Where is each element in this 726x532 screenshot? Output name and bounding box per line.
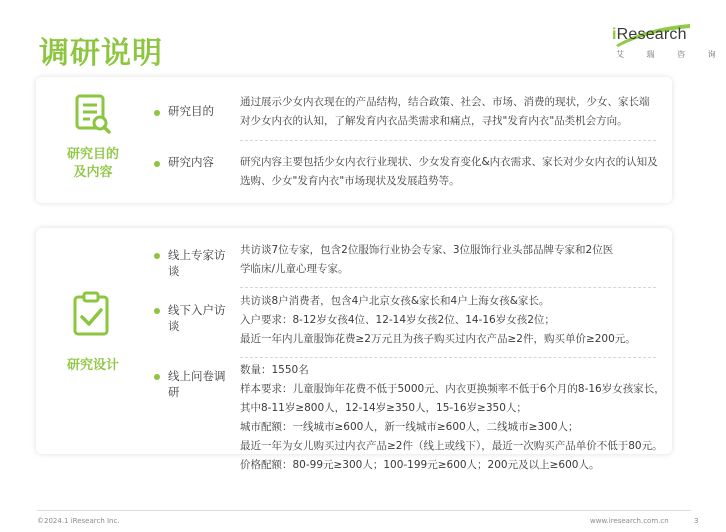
item-content — [240, 241, 656, 279]
item-label: 研究目的 — [168, 104, 214, 118]
divider — [240, 140, 656, 141]
item-label: 线下入户访谈 — [168, 303, 226, 333]
purpose-heading — [60, 146, 126, 182]
design-card — [36, 228, 672, 471]
bullet — [154, 308, 160, 314]
divider — [240, 357, 656, 358]
item-label: 线上专家访谈 — [168, 248, 226, 278]
content-line: 样本要求：儿童服饰年花费不低于5000元、内衣更换频率不低于6个月的8-16岁女孩家长， — [240, 383, 665, 395]
content-line: 数量：1550名 — [240, 364, 309, 376]
page-title: 调研说明 — [39, 36, 163, 71]
iresearch-logo — [612, 22, 726, 64]
content-line: 价格配额：80-99元≥300人；100-199元≥600人；200元及以上≥600人。 — [240, 459, 600, 471]
bullet — [154, 374, 160, 380]
footer-url: www.iresearch.com.cn — [590, 517, 669, 525]
footer-divider — [37, 510, 691, 511]
content-line: 其中8-11岁≥800人，12-14岁≥350人，15-16岁≥350人； — [240, 402, 527, 414]
content-line: 入户要求：8-12岁女孩4位、12-14岁女孩2位、14-16岁女孩2位； — [240, 314, 555, 326]
logo-prefix: i — [612, 26, 617, 43]
clipboard-check-icon — [72, 291, 112, 337]
logo-cn-subtitle: 艾 瑞 咨 询 — [616, 50, 726, 59]
content-line: 城市配额：一线城市≥600人，新一线城市≥600人，二线城市≥300人； — [240, 421, 579, 433]
design-heading: 研究设计 — [66, 358, 119, 373]
content-line: 最近一年为女儿购买过内衣产品≥2件（线上或线下），最近一次购买产品单价不低于80元。 — [240, 440, 663, 452]
item-content — [240, 93, 656, 131]
document-search-icon — [74, 94, 112, 134]
purpose-heading-text: 研究目的及内容 — [66, 147, 119, 180]
content-line: 通过展示少女内衣现在的产品结构，结合政策、社会、市场、消费的现状，少女、家长端 — [240, 96, 650, 108]
item-label: 线上问卷调研 — [168, 369, 226, 399]
content-line: 共访谈7位专家，包含2位服饰行业协会专家、3位服饰行业头部品牌专家和2位医 — [240, 244, 614, 256]
bullet — [154, 253, 160, 259]
content-line: 共访谈8户消费者，包含4户北京女孩&家长和4户上海女孩&家长。 — [240, 295, 550, 307]
divider — [240, 287, 656, 288]
item-label: 研究内容 — [168, 155, 214, 169]
content-line: 选购、少女"发育内衣"市场现状及发展趋势等。 — [240, 175, 460, 187]
content-line: 学临床/儿童心理专家。 — [240, 263, 349, 275]
item-content — [240, 153, 656, 191]
content-line: 最近一年内儿童服饰花费≥2万元且为孩子购买过内衣产品≥2件，购买单价≥200元。 — [240, 333, 636, 345]
content-line: 对少女内衣的认知，了解发育内衣品类需求和痛点，寻找"发育内衣"品类机会方向。 — [240, 115, 628, 127]
logo-rest: Research — [616, 26, 687, 43]
content-line: 研究内容主要包括少女内衣行业现状、少女发育变化&内衣需求、家长对少女内衣的认知及 — [240, 156, 658, 168]
bullet — [154, 161, 160, 167]
logo-wordmark — [612, 26, 687, 44]
purpose-card — [36, 77, 672, 203]
item-content — [240, 292, 656, 349]
page-number: 3 — [694, 517, 699, 525]
bullet — [154, 110, 160, 116]
footer-copyright: ©2024.1 iResearch Inc. — [37, 517, 120, 525]
item-content — [240, 361, 665, 475]
